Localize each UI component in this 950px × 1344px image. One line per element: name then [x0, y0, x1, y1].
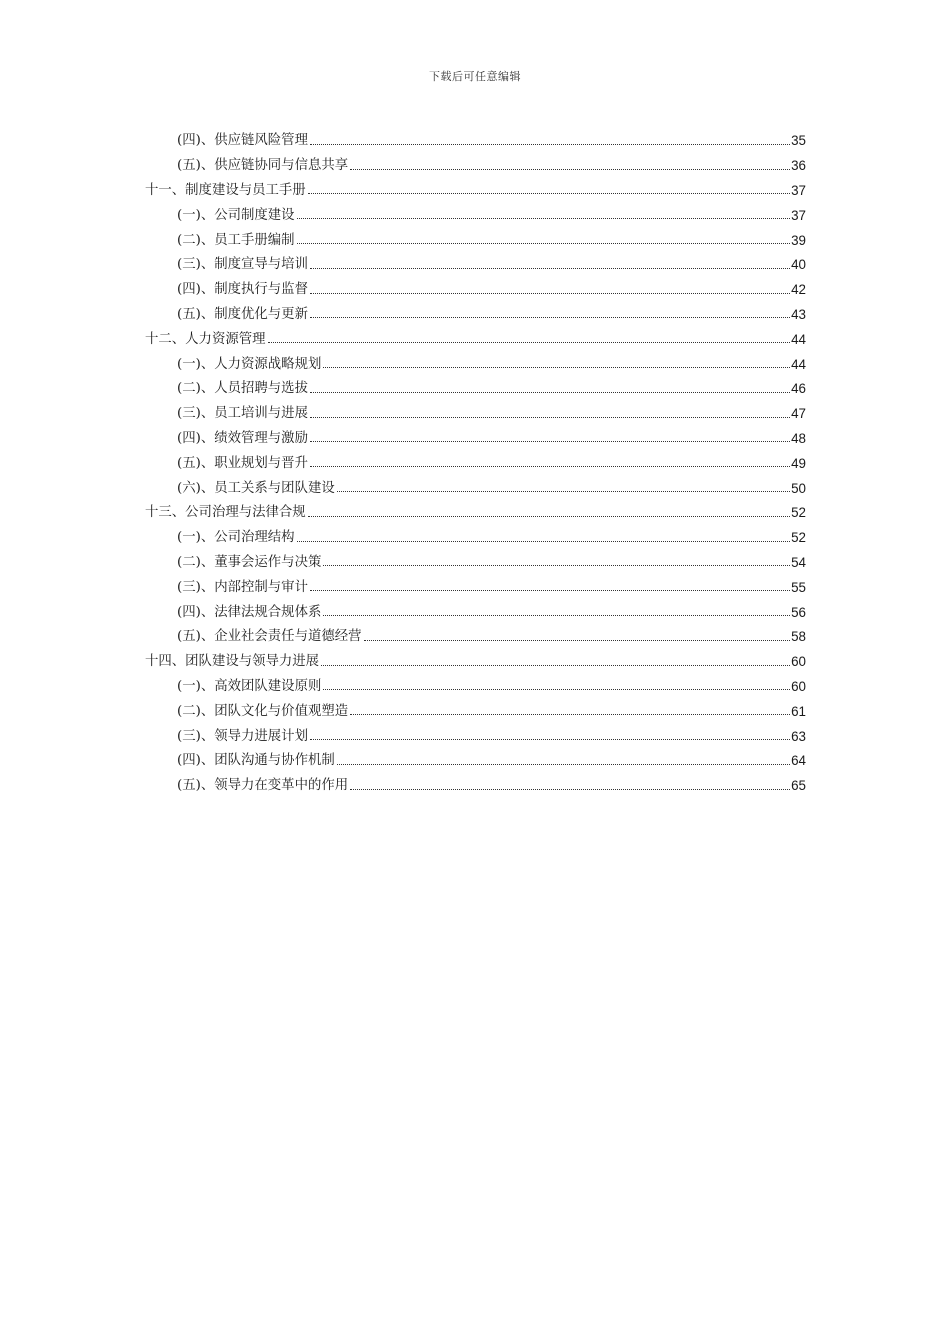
toc-dot-leader — [337, 491, 790, 492]
toc-page-number: 46 — [791, 381, 806, 397]
toc-page-number: 58 — [791, 629, 806, 645]
toc-section-entry[interactable] — [145, 399, 806, 424]
toc-dot-leader — [308, 193, 790, 194]
toc-page-number: 56 — [791, 604, 806, 620]
toc-entry-title: (三)、制度宣导与培训 — [177, 257, 308, 273]
toc-dot-leader — [323, 615, 790, 616]
toc-entry-title: (四)、制度执行与监督 — [177, 282, 308, 298]
toc-page-number: 60 — [791, 678, 806, 694]
toc-page-number: 44 — [791, 356, 806, 372]
toc-page-number: 42 — [791, 282, 806, 298]
toc-entry-title: (三)、内部控制与审计 — [177, 579, 308, 595]
toc-page-number: 60 — [791, 654, 806, 670]
toc-entry-title: (六)、员工关系与团队建设 — [177, 480, 335, 496]
toc-dot-leader — [310, 590, 790, 591]
toc-page-number: 52 — [791, 505, 806, 521]
table-of-contents — [145, 126, 806, 796]
toc-section-entry[interactable] — [145, 746, 806, 771]
toc-entry-title: (二)、董事会运作与决策 — [177, 554, 322, 570]
toc-entry-title: (四)、法律法规合规体系 — [177, 604, 322, 620]
toc-page-number: 44 — [791, 331, 806, 347]
toc-entry-title: (五)、企业社会责任与道德经营 — [177, 629, 362, 645]
toc-section-entry[interactable] — [145, 374, 806, 399]
toc-page-number: 52 — [791, 530, 806, 546]
toc-entry-title: (三)、员工培训与进展 — [177, 406, 308, 422]
toc-page-number: 54 — [791, 554, 806, 570]
toc-entry-title: (三)、领导力进展计划 — [177, 728, 308, 744]
toc-dot-leader — [268, 342, 791, 343]
toc-dot-leader — [310, 466, 790, 467]
toc-section-entry[interactable] — [145, 151, 806, 176]
toc-page-number: 63 — [791, 728, 806, 744]
toc-dot-leader — [297, 541, 791, 542]
toc-section-entry[interactable] — [145, 771, 806, 796]
toc-section-entry[interactable] — [145, 548, 806, 573]
toc-page-number: 37 — [791, 182, 806, 198]
toc-dot-leader — [350, 789, 790, 790]
toc-section-entry[interactable] — [145, 523, 806, 548]
toc-page-number: 37 — [791, 207, 806, 223]
toc-entry-title: 十三、公司治理与法律合规 — [145, 505, 306, 521]
toc-entry-title: (一)、公司治理结构 — [177, 530, 295, 546]
toc-chapter-entry[interactable] — [145, 647, 806, 672]
toc-page-number: 40 — [791, 257, 806, 273]
toc-dot-leader — [337, 764, 790, 765]
toc-entry-title: (一)、高效团队建设原则 — [177, 678, 322, 694]
toc-section-entry[interactable] — [145, 250, 806, 275]
toc-dot-leader — [310, 441, 790, 442]
toc-entry-title: (一)、人力资源战略规划 — [177, 356, 322, 372]
toc-entry-title: (二)、人员招聘与选拔 — [177, 381, 308, 397]
toc-page-number: 65 — [791, 778, 806, 794]
toc-section-entry[interactable] — [145, 696, 806, 721]
toc-entry-title: (四)、团队沟通与协作机制 — [177, 753, 335, 769]
toc-section-entry[interactable] — [145, 672, 806, 697]
toc-dot-leader — [310, 317, 790, 318]
toc-dot-leader — [310, 392, 790, 393]
toc-entry-title: (四)、供应链风险管理 — [177, 133, 308, 149]
toc-dot-leader — [321, 665, 790, 666]
toc-section-entry[interactable] — [145, 448, 806, 473]
toc-dot-leader — [308, 516, 790, 517]
toc-chapter-entry[interactable] — [145, 176, 806, 201]
page-header: 下载后可任意编辑 — [429, 70, 521, 83]
toc-section-entry[interactable] — [145, 200, 806, 225]
toc-dot-leader — [364, 640, 791, 641]
toc-section-entry[interactable] — [145, 300, 806, 325]
toc-section-entry[interactable] — [145, 126, 806, 151]
toc-chapter-entry[interactable] — [145, 498, 806, 523]
toc-entry-title: (五)、制度优化与更新 — [177, 306, 308, 322]
toc-dot-leader — [310, 739, 790, 740]
toc-chapter-entry[interactable] — [145, 324, 806, 349]
toc-entry-title: (二)、团队文化与价值观塑造 — [177, 703, 349, 719]
toc-dot-leader — [297, 243, 791, 244]
toc-dot-leader — [310, 417, 790, 418]
toc-page-number: 64 — [791, 753, 806, 769]
toc-section-entry[interactable] — [145, 225, 806, 250]
toc-page-number: 61 — [791, 703, 806, 719]
toc-dot-leader — [323, 367, 790, 368]
toc-dot-leader — [310, 268, 790, 269]
toc-dot-leader — [310, 144, 790, 145]
toc-entry-title: 十四、团队建设与领导力进展 — [145, 654, 320, 670]
toc-page-number: 48 — [791, 430, 806, 446]
toc-entry-title: (一)、公司制度建设 — [177, 207, 295, 223]
toc-page-number: 36 — [791, 158, 806, 174]
toc-page-number: 55 — [791, 579, 806, 595]
toc-entry-title: (二)、员工手册编制 — [177, 232, 295, 248]
toc-section-entry[interactable] — [145, 275, 806, 300]
toc-dot-leader — [350, 169, 790, 170]
toc-dot-leader — [310, 293, 790, 294]
toc-section-entry[interactable] — [145, 572, 806, 597]
toc-entry-title: 十一、制度建设与员工手册 — [145, 182, 306, 198]
toc-page-number: 49 — [791, 455, 806, 471]
toc-entry-title: (四)、绩效管理与激励 — [177, 430, 308, 446]
toc-dot-leader — [350, 714, 790, 715]
toc-section-entry[interactable] — [145, 424, 806, 449]
toc-page-number: 47 — [791, 406, 806, 422]
toc-section-entry[interactable] — [145, 349, 806, 374]
toc-entry-title: (五)、职业规划与晋升 — [177, 455, 308, 471]
toc-dot-leader — [323, 689, 790, 690]
toc-entry-title: (五)、领导力在变革中的作用 — [177, 778, 349, 794]
toc-page-number: 35 — [791, 133, 806, 149]
toc-section-entry[interactable] — [145, 597, 806, 622]
toc-section-entry[interactable] — [145, 473, 806, 498]
toc-entry-title: (五)、供应链协同与信息共享 — [177, 158, 349, 174]
toc-section-entry[interactable] — [145, 622, 806, 647]
toc-page-number: 39 — [791, 232, 806, 248]
toc-dot-leader — [323, 565, 790, 566]
toc-dot-leader — [297, 218, 791, 219]
toc-page-number: 43 — [791, 306, 806, 322]
toc-entry-title: 十二、人力资源管理 — [145, 331, 266, 347]
toc-page-number: 50 — [791, 480, 806, 496]
toc-section-entry[interactable] — [145, 721, 806, 746]
